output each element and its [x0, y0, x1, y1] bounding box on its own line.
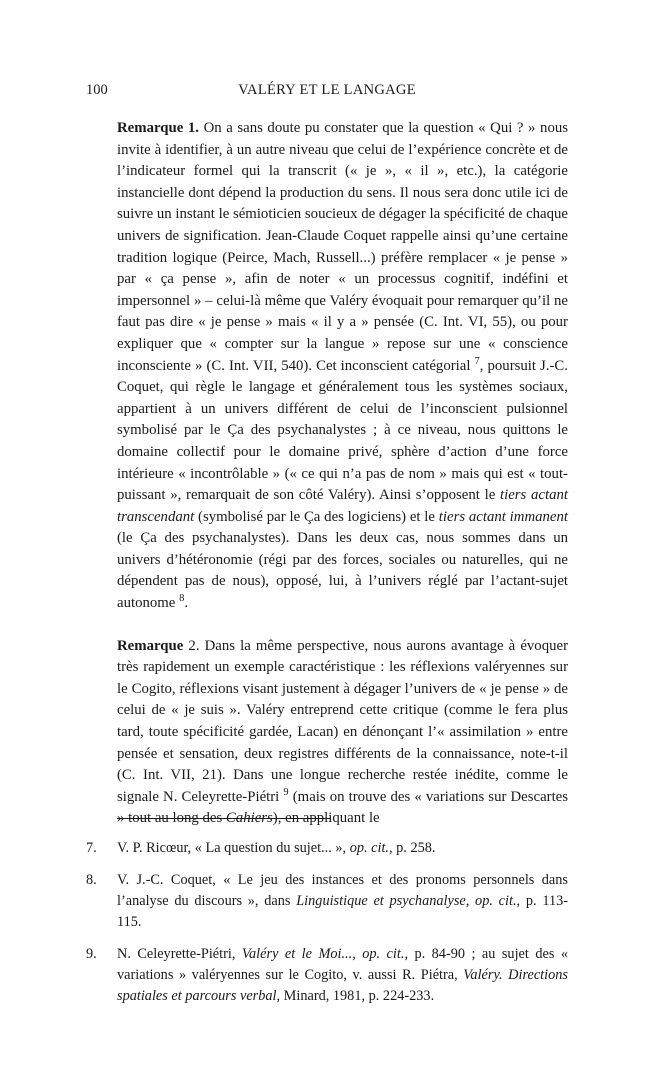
footnote-9	[86, 944, 568, 1007]
footnote-text: V. J.-C. Coquet, « Le jeu des instances et des pronoms personnels dans l’analyse du discours », dans	[117, 872, 568, 909]
footnote-separator	[117, 818, 331, 819]
paragraph-text: 2. Dans la même perspective, nous aurons avantage à évoquer très rapidement un exemple caractéristique : les réflexions valéryennes sur le Cogito, réflexions visant justement à dégager l’univers de « je pense » de celui de « je suis ». Valéry entreprend cette critique (comme le fera plus tard, toute spécificité gardée, Lacan) en dénonçant l’« assimilation » entre pensée et sensation, deux registres différents de la connaissance, note-t-il (C. Int. VII, 21). Dans une longue recherche restée inédite, comme le signale N. Celeyrette-Piétri	[117, 637, 568, 805]
emphasis-text: Linguistique et psychanalyse, op. cit.	[296, 893, 517, 909]
emphasis-text: Cahiers	[225, 810, 273, 827]
footnotes	[86, 838, 568, 1018]
paragraph-text: On a sans doute pu constater que la question « Qui ? » nous invite à identifier, à un autre niveau que celui de l’expérience concrète et de l’indicateur formel qui la transcrit (« je », « il », etc.), la catégorie instancielle dont dépend la production du sens. Il nous sera donc utile ici de suivre un instant le sémioticien soucieux de dégager la spécificité de chaque univers de signification. Jean-Claude Coquet rappelle ainsi qu’une certaine tradition logique (Peirce, Mach, Russell...) préfère remplacer « je pense » par « ça pense », afin de noter « un processus cognitif, indéfini et impersonnel » – celui-là même que Valéry évoquait pour remarquer qu’il ne faut pas dire « je pense » mais « il y a » pensée (C. Int. VI, 55), ou pour expliquer que « compter sur la langue » repose sur une « conscience inconsciente » (C. Int. VII, 540). Cet inconscient catégorial	[117, 120, 568, 374]
paragraph-text: .	[184, 595, 189, 612]
page-number: 100	[86, 82, 108, 98]
paragraph-text: (le Ça des psychanalystes). Dans les deux cas, nous sommes dans un univers d’hétéronomie (régi par des forces, sociales ou naturelles, qui ne dépendent pas de nous), opposé, lui, à l’univers réglé par l’actant-sujet autonome	[117, 530, 568, 612]
paragraph-text: ), en appliquant le	[272, 810, 380, 827]
page-header	[86, 80, 568, 100]
emphasis-text: op. cit.	[349, 840, 389, 856]
emphasis-text: tiers actant transcendant	[117, 487, 568, 525]
footnote-ref: 7	[474, 355, 480, 367]
footnote-number: 7.	[86, 840, 97, 856]
footnote-ref: 8	[179, 593, 185, 605]
footnote-8	[86, 870, 568, 933]
footnote-ref: 9	[283, 786, 289, 798]
footnote-text: , Minard, 1981, p. 224-233.	[276, 988, 435, 1004]
paragraph-text: , poursuit J.-C. Coquet, qui règle le langage et généralement tous les systèmes sociaux, appartient à un univers différent de celui de l’inconscient pulsionnel symbolisé par le Ça des psychanalystes ; à ce niveau, nous quittons le domaine collectif pour le domaine privé, sphère d’action d’une force intérieure « incontrôlable » (« ce qui n’a pas de nom » mais qui est « tout-puissant », remarquait de son côté Valéry). Ainsi s’opposent le	[117, 357, 569, 504]
footnote-text: , p. 258.	[389, 840, 436, 856]
footnote-number: 9.	[86, 946, 97, 962]
paragraph-text: (symbolisé par le Ça des logiciens) et le	[194, 508, 439, 525]
footnote-text: , p. 113-115.	[117, 893, 569, 930]
footnote-text: V. P. Ricœur, « La question du sujet... »,	[117, 840, 350, 856]
paragraph-lead: Remarque 1.	[117, 120, 199, 136]
emphasis-text: Valéry et le Moi..., op. cit.	[241, 946, 405, 962]
paragraph-remarque-1	[117, 118, 568, 615]
paragraph-text: (mais on trouve des « variations sur Descartes » tout au long des	[117, 788, 569, 827]
emphasis-text: Valéry. Directions spatiales et parcours verbal	[117, 967, 568, 1004]
paragraph-lead: Remarque	[117, 637, 184, 654]
footnote-7	[86, 838, 568, 859]
footnote-text: N. Celeyrette-Piétri,	[117, 946, 242, 962]
running-head: VALÉRY ET LE LANGAGE	[238, 82, 416, 98]
footnote-number: 8.	[86, 872, 97, 888]
footnote-text: , p. 84-90 ; au sujet des « variations » valéryennes sur le Cogito, v. aussi R. Piétra,	[117, 946, 569, 983]
paragraph-remarque-2	[117, 636, 568, 830]
body-text	[117, 118, 568, 830]
emphasis-text: tiers actant immanent	[438, 508, 569, 525]
